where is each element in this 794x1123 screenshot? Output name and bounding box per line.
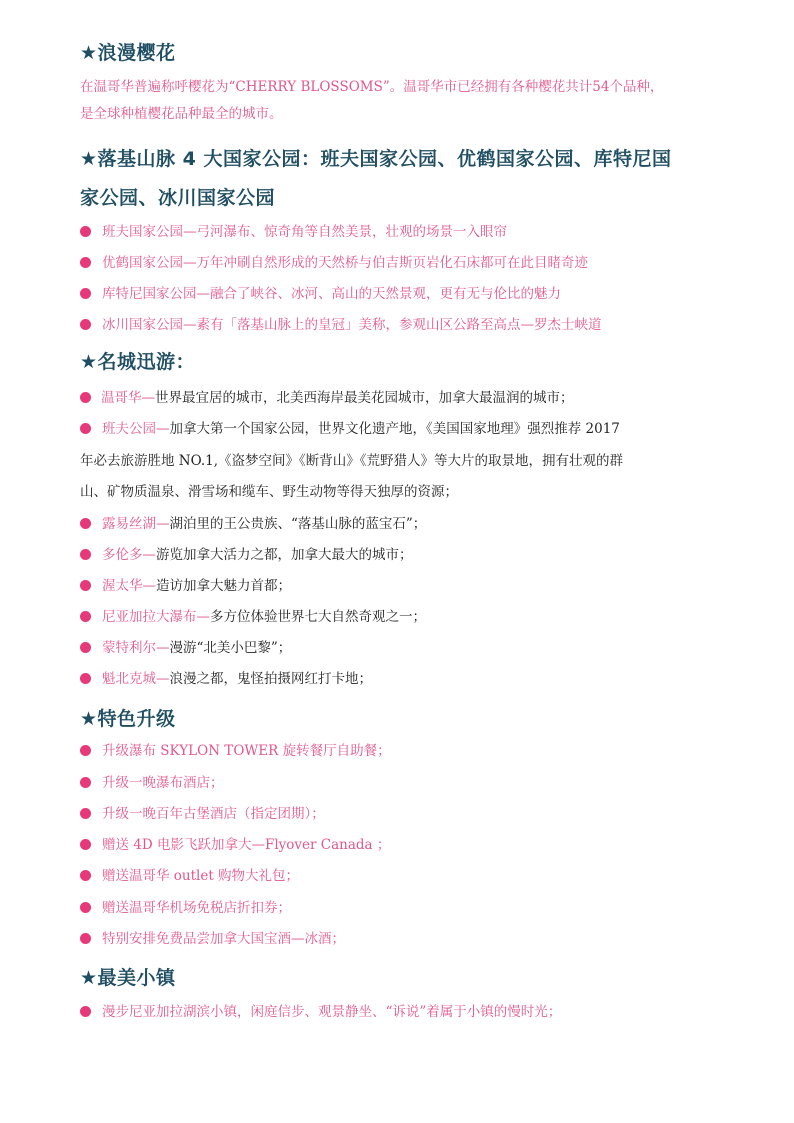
bullet-dot-icon — [80, 392, 91, 403]
city-item: 多伦多—游览加拿大活力之都，加拿大最大的城市； — [80, 545, 413, 565]
bullet-dot-icon — [80, 642, 91, 653]
park-item: 冰川国家公园—素有「落基山脉上的皇冠」美称，参观山区公路至高点—罗杰士峡道 — [80, 315, 602, 335]
bullet-dot-icon — [80, 870, 91, 881]
park-item: 优鹤国家公园—万年冲刷自然形成的天然桥与伯吉斯页岩化石床都可在此目睹奇迹 — [80, 253, 588, 273]
bullet-dot-icon — [80, 319, 91, 330]
city-item: 班夫公园—加拿大第一个国家公园，世界文化遗产地，《美国国家地理》强烈推荐 2017 — [80, 419, 620, 439]
section-title-sakura: ★浪漫樱花 — [80, 42, 176, 64]
bullet-dot-icon — [80, 902, 91, 913]
city-item-continuation: 年必去旅游胜地 NO.1,《盗梦空间》《断背山》《荒野猎人》等大片的取景地，拥有壮观的群 — [80, 453, 624, 469]
bullet-dot-icon — [80, 518, 91, 529]
bullet-dot-icon — [80, 423, 91, 434]
city-item: 蒙特利尔—漫游“北美小巴黎”； — [80, 638, 291, 658]
upgrade-item: 升级一晚瀑布酒店； — [80, 773, 224, 793]
section-title-cities: ★名城迅游： — [80, 351, 196, 373]
bullet-dot-icon — [80, 226, 91, 237]
section-title-town: ★最美小镇 — [80, 967, 176, 989]
city-item: 魁北克城—浪漫之都，鬼怪拍摄网红打卡地； — [80, 669, 372, 689]
section-title-upgrades: ★特色升级 — [80, 708, 176, 730]
upgrade-item: 赠送 4D 电影飞跃加拿大—Flyover Canada ； — [80, 835, 390, 855]
bullet-dot-icon — [80, 777, 91, 788]
section-title-parks-line-2: 家公园、冰川国家公园 — [80, 187, 276, 209]
bullet-dot-icon — [80, 549, 91, 560]
upgrade-item: 赠送温哥华 outlet 购物大礼包； — [80, 866, 299, 886]
bullet-dot-icon — [80, 808, 91, 819]
section-title-parks-line-1: ★落基山脉 4 大国家公园：班夫国家公园、优鹤国家公园、库特尼国 — [80, 148, 672, 170]
park-item: 库特尼国家公园—融合了峡谷、冰河、高山的天然景观，更有无与伦比的魅力 — [80, 284, 561, 304]
park-item: 班夫国家公园—弓河瀑布、惊奇角等自然美景，壮观的场景一入眼帘 — [80, 222, 507, 242]
city-item: 露易丝湖—湖泊里的王公贵族、“落基山脉的蓝宝石”； — [80, 514, 426, 534]
sakura-line-2: 是全球种植樱花品种最全的城市。 — [80, 106, 283, 122]
city-item: 尼亚加拉大瀑布—多方位体验世界七大自然奇观之一； — [80, 607, 426, 627]
bullet-dot-icon — [80, 933, 91, 944]
bullet-dot-icon — [80, 839, 91, 850]
upgrade-item: 升级一晚百年古堡酒店（指定团期）； — [80, 804, 325, 824]
city-item-continuation: 山、矿物质温泉、滑雪场和缆车、野生动物等得天独厚的资源； — [80, 484, 458, 500]
town-item: 漫步尼亚加拉湖滨小镇，闲庭信步、观景静坐、“诉说”着属于小镇的慢时光； — [80, 1002, 561, 1022]
sakura-line-1: 在温哥华普遍称呼樱花为“CHERRY BLOSSOMS”。温哥华市已经拥有各种樱花共计54个品种， — [80, 79, 664, 95]
city-item: 温哥华—世界最宜居的城市，北美西海岸最美花园城市，加拿大最温润的城市； — [80, 388, 574, 408]
bullet-dot-icon — [80, 257, 91, 268]
upgrade-item: 升级瀑布 SKYLON TOWER 旋转餐厅自助餐； — [80, 741, 391, 761]
upgrade-item: 赠送温哥华机场免税店折扣券； — [80, 898, 291, 918]
bullet-dot-icon — [80, 288, 91, 299]
bullet-dot-icon — [80, 611, 91, 622]
bullet-dot-icon — [80, 1006, 91, 1017]
bullet-dot-icon — [80, 673, 91, 684]
bullet-dot-icon — [80, 580, 91, 591]
bullet-dot-icon — [80, 745, 91, 756]
city-item: 渥太华—造访加拿大魅力首都； — [80, 576, 291, 596]
sakura-paragraph — [80, 74, 725, 128]
upgrade-item: 特别安排免费品尝加拿大国宝酒—冰酒； — [80, 929, 345, 949]
